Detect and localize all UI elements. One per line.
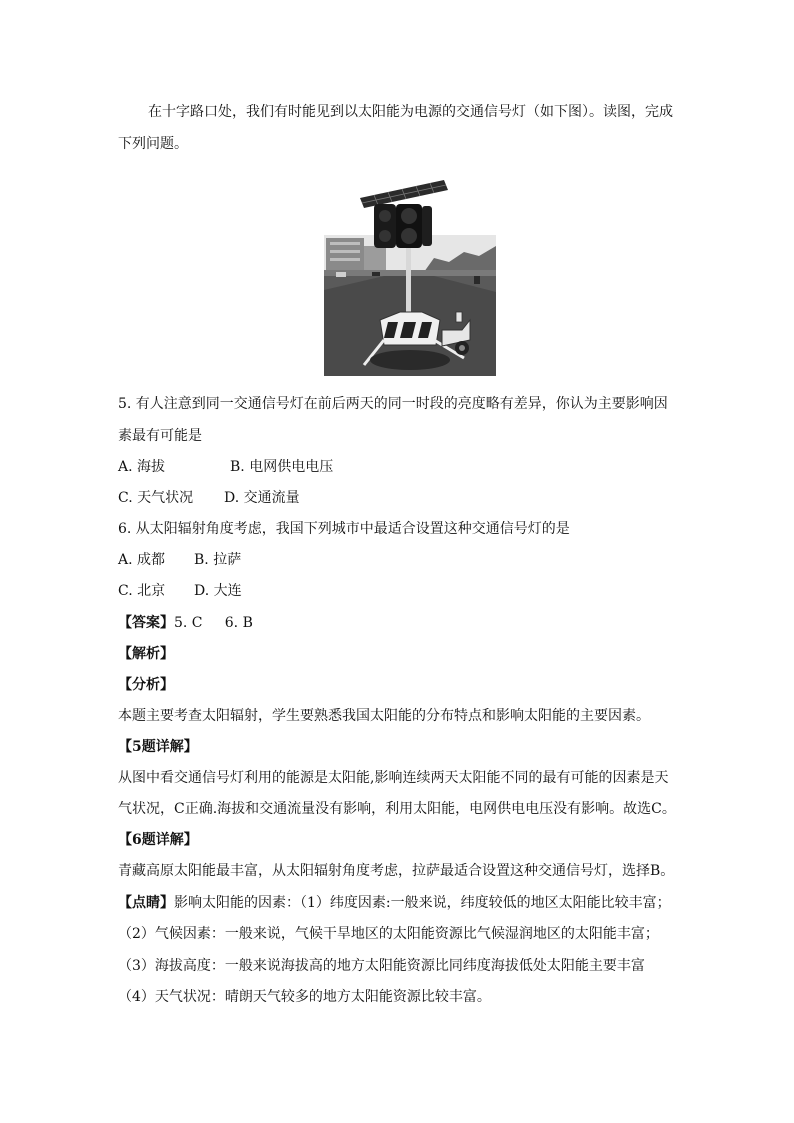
q5-stem-line-2: 素最有可能是 — [118, 428, 202, 444]
dianjing-line-1 — [118, 893, 671, 913]
q6-stem: 6. 从太阳辐射角度考虑，我国下列城市中最适合设置这种交通信号灯的是 — [118, 521, 570, 537]
q5-detail-heading: 【5题详解】 — [118, 739, 198, 755]
dianjing-line-2: （2）气候因素：一般来说，气候干旱地区的太阳能资源比气候湿润地区的太阳能丰富； — [118, 926, 659, 942]
q6-option-c: C. 北京 — [118, 583, 166, 599]
answer-line — [118, 613, 253, 633]
fenxi-text: 本题主要考查太阳辐射，学生要熟悉我国太阳能的分布特点和影响太阳能的主要因素。 — [118, 708, 650, 724]
q5-option-c: C. 天气状况 — [118, 490, 194, 506]
q5-detail-line-1: 从图中看交通信号灯利用的能源是太阳能,影响连续两天太阳能不同的最有可能的因素是天 — [118, 770, 669, 786]
fenxi-heading: 【分析】 — [118, 677, 174, 693]
dianjing-line-3: （3）海拔高度：一般来说海拔高的地方太阳能资源比同纬度海拔低处太阳能主要丰富 — [118, 958, 645, 974]
q5-option-d: D. 交通流量 — [224, 490, 300, 506]
q5-detail-line-2: 气状况，C正确.海拔和交通流量没有影响，利用太阳能，电网供电电压没有影响。故选C。 — [118, 801, 676, 817]
dianjing-label: 【点睛】 — [118, 895, 174, 911]
answer-label: 【答案】 — [118, 615, 174, 631]
intro-line-2: 下列问题。 — [118, 136, 188, 152]
solar-traffic-light-photo — [324, 180, 496, 376]
q5-stem-line-1: 5. 有人注意到同一交通信号灯在前后两天的同一时段的亮度略有差异，你认为主要影响因 — [118, 396, 668, 412]
q6-option-b: B. 拉萨 — [194, 552, 242, 568]
q6-detail-heading: 【6题详解】 — [118, 832, 198, 848]
q6-option-a: A. 成都 — [118, 552, 166, 568]
answer-text: 5. C 6. B — [174, 615, 253, 631]
q5-option-a: A. 海拔 — [118, 459, 166, 475]
dianjing-line-4: （4）天气状况：晴朗天气较多的地方太阳能资源比较丰富。 — [118, 989, 491, 1005]
analysis-heading: 【解析】 — [118, 646, 174, 662]
q5-option-b: B. 电网供电电压 — [230, 459, 334, 475]
q6-detail-line-1: 青藏高原太阳能最丰富，从太阳辐射角度考虑，拉萨最适合设置这种交通信号灯，选择B。 — [118, 863, 675, 879]
intro-line-1: 在十字路口处，我们有时能见到以太阳能为电源的交通信号灯（如下图）。读图，完成 — [148, 104, 673, 120]
q6-option-d: D. 大连 — [194, 583, 242, 599]
dianjing-text-1: 影响太阳能的因素：（1）纬度因素:一般来说，纬度较低的地区太阳能比较丰富； — [174, 895, 671, 911]
